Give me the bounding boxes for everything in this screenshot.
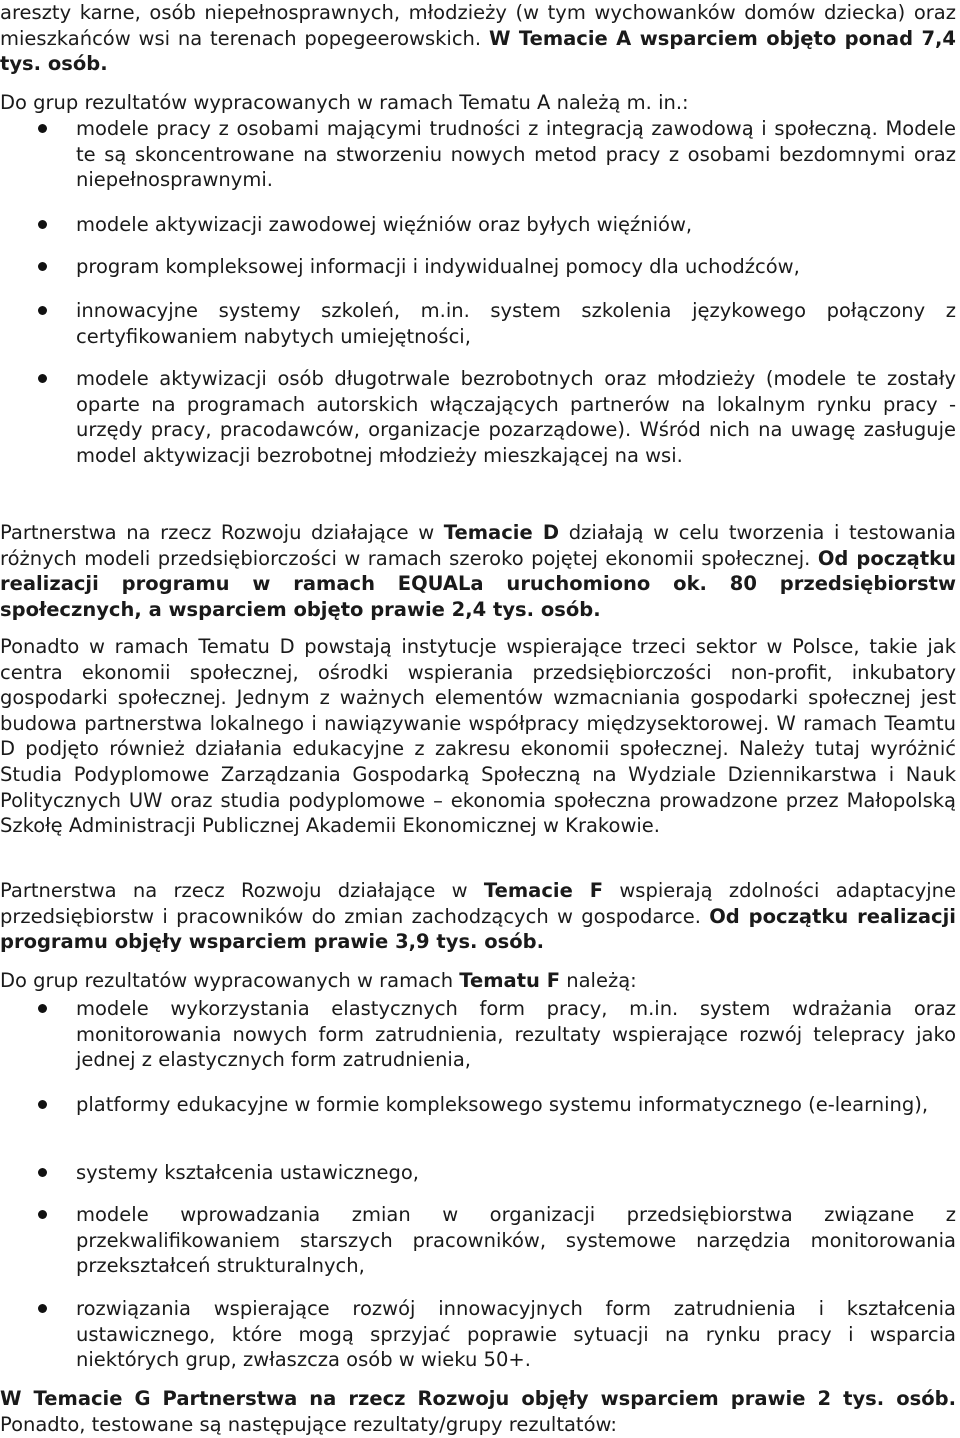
- theme-f-label: Temacie F: [483, 879, 604, 902]
- list-item: modele aktywizacji osób długotrwale bezrobotnych oraz młodzieży (modele te zostały oparte na programach autorskich włączających partnerów na lokalnym rynku pracy - urzędy pracy, pracodawców, organizacje pozarządowe). Wśród nich na uwagę zasługuje model aktywizacji bezrobotnej młodzieży mieszkającej na wsi.: [76, 367, 956, 467]
- list-item: modele wprowadzania zmian w organizacji przedsiębiorstwa związane z przekwalifikowaniem starszych pracowników, systemowe narzędzia monitorowania przekształceń strukturalnych,: [76, 1203, 956, 1278]
- top-bold-text: W Temacie A wsparciem objęto ponad 7,4 tys. osób.: [0, 26, 956, 76]
- text-span: Partnerstwa na rzecz Rozwoju działające w: [0, 521, 435, 544]
- theme-d-result: Od początku realizacji programu w ramach EQUALa uruchomiono ok. 80 przedsiębiorstw społecznych, a wsparciem objęto prawie 2,4 tys. osób.: [0, 546, 957, 621]
- bullet-icon: [38, 1168, 47, 1177]
- list-item: program kompleksowej informacji i indywidualnej pomocy dla uchodźców,: [76, 255, 800, 278]
- text-span: wspierają zdolności adaptacyjne przedsiębiorstw i pracowników do zmian zachodzących w gospodarce.: [0, 879, 957, 928]
- list-item: rozwiązania wspierające rozwój innowacyjnych form zatrudnienia i kształcenia ustawicznego, które mogą sprzyjać poprawie sytuacji na rynku pracy i wsparcia niektórych grup, zwłaszcza osób w wieku 50+.: [76, 1297, 956, 1372]
- theme-g-paragraph: [0, 1386, 956, 1437]
- bullet-icon: [38, 262, 47, 271]
- text-span: Do grup rezultatów wypracowanych w ramach: [0, 969, 454, 992]
- list-item: platformy edukacyjne w formie kompleksowego systemu informatycznego (e-learning),: [76, 1093, 929, 1116]
- text-span: Ponadto, testowane są następujące rezultaty/grupy rezultatów:: [0, 1412, 617, 1436]
- text-span: Partnerstwa na rzecz Rozwoju działające w: [0, 879, 468, 902]
- bullet-icon: [38, 374, 47, 383]
- list-item: modele pracy z osobami mającymi trudności z integracją zawodową i społeczną. Modele te są skoncentrowane na stworzeniu nowych metod pracy z osobami bezdomnymi oraz niepełnosprawnymi.: [76, 117, 956, 192]
- text-span: działają w celu tworzenia i testowania różnych modeli przedsiębiorczości w ramach szeroko pojętej ekonomii społecznej.: [0, 521, 956, 570]
- bullet-icon: [38, 1004, 47, 1013]
- top-text: areszty karne, osób niepełnosprawnych, młodzieży (w tym wychowanków domów dziecka) oraz mieszkańców wsi na terenach popegeerowskich.: [0, 1, 956, 50]
- bullet-icon: [38, 1210, 47, 1219]
- list-item: modele wykorzystania elastycznych form pracy, m.in. system wdrażania oraz monitorowania nowych form zatrudnienia, rezultaty wspierające rozwój telepracy jako jednej z elastycznych form zatrudnienia,: [76, 997, 956, 1072]
- intro-theme-a: Do grup rezultatów wypracowanych w ramach Tematu A należą m. in.:: [0, 91, 689, 114]
- theme-d-label: Temacie D: [443, 521, 560, 544]
- text-span: należą:: [566, 969, 637, 992]
- bullet-icon: [38, 220, 47, 229]
- intro-theme-f: [0, 968, 956, 994]
- top-paragraph: [0, 0, 956, 77]
- list-item: innowacyjne systemy szkoleń, m.in. system szkolenia językowego połączony z certyfikowaniem nabytych umiejętności,: [76, 299, 956, 348]
- theme-d-details-paragraph: Ponadto w ramach Tematu D powstają instytucje wspierające trzeci sektor w Polsce, takie jak centra ekonomii społecznej, ośrodki wspierania przedsiębiorczości non-profit, inkubatory gospodarki społecznej. Jednym z ważnych elementów wzmacniania gospodarki społecznej jest budowa partnerstwa lokalnego i nawiązywanie współpracy międzysektorowej. W ramach Teamtu D podjęto również działania edukacyjne z zakresu ekonomii społecznej. Należy tutaj wyróżnić Studia Podyplomowe Zarządzania Gospodarką Społeczną na Wydziale Dziennikarstwa i Nauk Politycznych UW oraz studia podyplomowe – ekonomia społeczna prowadzone przez Małopolską Szkołę Administracji Publicznej Akademii Ekonomicznej w Krakowie.: [0, 635, 956, 838]
- theme-f-paragraph: [0, 878, 956, 955]
- theme-f-result: Od początku realizacji programu objęły wsparciem prawie 3,9 tys. osób.: [0, 904, 956, 954]
- bullet-icon: [38, 124, 47, 133]
- theme-g-result: W Temacie G Partnerstwa na rzecz Rozwoju objęły wsparciem prawie 2 tys. osób.: [0, 1387, 956, 1410]
- list-item: modele aktywizacji zawodowej więźniów oraz byłych więźniów,: [76, 213, 693, 236]
- bullet-icon: [38, 1304, 47, 1313]
- bullet-icon: [38, 1100, 47, 1109]
- bullet-icon: [38, 306, 47, 315]
- theme-f-label: Tematu F: [459, 969, 561, 992]
- theme-d-paragraph: [0, 520, 956, 622]
- list-item: systemy kształcenia ustawicznego,: [76, 1161, 420, 1184]
